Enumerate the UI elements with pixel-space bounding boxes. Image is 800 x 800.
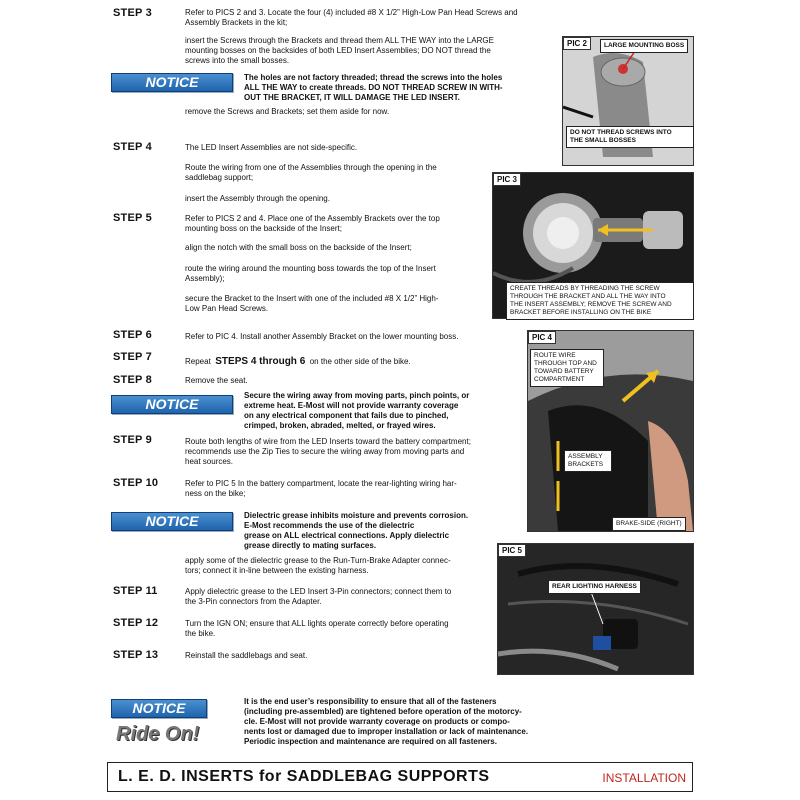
step-10-line-4: tors; connect it in-line between the existing harness.: [185, 566, 369, 575]
step-7-text-c: on the other side of the bike.: [309, 357, 411, 366]
notice-4-line-3: cle. E-Most will not provide warranty coverage on products or compo-: [244, 717, 510, 726]
step-5-line-2: mounting boss on the backside of the Insert;: [185, 224, 342, 233]
notice-4-line-4: nents lost or damaged due to improper installation or lack of maintenance.: [244, 727, 529, 736]
notice-3-line-1: Dielectric grease inhibits moisture and prevents corrosion.: [244, 511, 469, 520]
notice-3-line-4: grease directly to mating surfaces.: [244, 541, 377, 550]
notice-badge-3: NOTICE: [111, 512, 233, 531]
notice-1-line-2: ALL THE WAY to create threads. DO NOT THREAD SCREW IN WITH-: [244, 83, 503, 92]
pic-3-tag: PIC 3: [493, 173, 521, 186]
step-4-text-b: [185, 163, 495, 183]
step-5-line-5: Assembly);: [185, 274, 225, 283]
pic-4-callout-route-line-3: TOWARD BATTERY: [534, 368, 594, 375]
pic-5-callout: REAR LIGHTING HARNESS: [548, 580, 641, 594]
step-4-label: STEP 4: [113, 141, 152, 153]
notice-4-line-5: Periodic inspection and maintenance are required on all fasteners.: [244, 737, 497, 746]
footer-section: INSTALLATION: [602, 771, 686, 785]
step-3-line-6: remove the Screws and Brackets; set them aside for now.: [185, 107, 390, 116]
step-4-line-3: saddlebag support;: [185, 173, 254, 182]
notice-badge-1: NOTICE: [111, 73, 233, 92]
step-5-line-7: Low Pan Head Screws.: [185, 304, 269, 313]
step-3-line-3: insert the Screws through the Brackets and thread them ALL THE WAY into the LARGE: [185, 36, 494, 45]
notice-3-line-3: grease on ALL electrical connections. Apply dielectric: [244, 531, 450, 540]
step-10-text-b: [185, 556, 505, 576]
notice-4-line-2: (including pre-assembled) are tightened before operation of the motorcy-: [244, 707, 522, 716]
notice-2-line-1: Secure the wiring away from moving parts, pinch points, or: [244, 391, 470, 400]
notice-2-text: [244, 391, 524, 431]
pic-3-callout-line-1: CREATE THREADS BY THREADING THE SCREW: [510, 285, 660, 292]
step-7-text: [185, 351, 411, 369]
step-5-label: STEP 5: [113, 212, 152, 224]
notice-2-line-2: extreme heat. E-Most will not provide warranty coverage: [244, 401, 459, 410]
step-4-line-1: The LED Insert Assemblies are not side-specific.: [185, 143, 358, 152]
step-10-label: STEP 10: [113, 477, 159, 489]
pic-5-tag: PIC 5: [498, 544, 526, 557]
pic-4-callout-route: [530, 349, 604, 387]
step-9-line-3: heat sources.: [185, 457, 234, 466]
step-4-line-4: insert the Assembly through the opening.: [185, 194, 330, 203]
pic-4-callout-brackets-line-1: ASSEMBLY: [568, 453, 603, 460]
step-9-line-2: recommends use the Zip Ties to secure the wiring away from moving parts and: [185, 447, 465, 456]
step-4-line-2: Route the wiring from one of the Assemblies through the opening in the: [185, 163, 437, 172]
pic-2-callout-large-boss: LARGE MOUNTING BOSS: [600, 39, 688, 53]
pic-5-illustration: [498, 544, 693, 674]
step-11-line-1: Apply dielectric grease to the LED Insert 3-Pin connectors; connect them to: [185, 587, 452, 596]
step-8-label: STEP 8: [113, 374, 152, 386]
pic-2-tag: PIC 2: [563, 37, 591, 50]
step-12-line-1: Turn the IGN ON; ensure that ALL lights operate correctly before operating: [185, 619, 449, 628]
pic-3-callout-line-3: THE INSERT ASSEMBLY; REMOVE THE SCREW AND: [510, 301, 672, 308]
step-11-line-2: the 3-Pin connectors from the Adapter.: [185, 597, 322, 606]
step-13-label: STEP 13: [113, 649, 159, 661]
pic-3-callout: [506, 282, 694, 320]
pic-4-callout-route-line-1: ROUTE WIRE: [534, 352, 576, 359]
pic-2-callout-small-bosses: [566, 126, 694, 148]
step-12-text: [185, 619, 495, 639]
step-3-text: [185, 8, 560, 28]
pic-4-callout-route-line-2: THROUGH TOP AND: [534, 360, 597, 367]
step-12-label: STEP 12: [113, 617, 159, 629]
step-5-line-1: Refer to PICS 2 and 4. Place one of the Assembly Brackets over the top: [185, 214, 440, 223]
step-5-line-3: align the notch with the small boss on the backside of the Insert;: [185, 243, 412, 252]
step-9-line-1: Route both lengths of wire from the LED Inserts toward the battery compartment;: [185, 437, 471, 446]
notice-badge-4: NOTICE: [111, 699, 207, 718]
pic-5-photo: [497, 543, 694, 675]
pic-4-callout-side: BRAKE-SIDE (RIGHT): [612, 517, 686, 531]
step-7-label: STEP 7: [113, 351, 152, 363]
step-5-line-6: secure the Bracket to the Insert with one of the included #8 X 1/2” High-: [185, 294, 439, 303]
step-11-text: [185, 587, 495, 607]
step-3-text-b: [185, 36, 560, 66]
pic-4-callout-route-line-4: COMPARTMENT: [534, 376, 585, 383]
step-6-line-1: Refer to PIC 4. Install another Assembly Bracket on the lower mounting boss.: [185, 332, 459, 341]
notice-1-line-3: OUT THE BRACKET, IT WILL DAMAGE THE LED INSERT.: [244, 93, 460, 102]
notice-4-text: [244, 697, 584, 747]
step-8-line-1: Remove the seat.: [185, 376, 248, 385]
step-10-text-a: [185, 479, 525, 499]
pic-4-callout-brackets-line-2: BRACKETS: [568, 461, 604, 468]
step-5-text-a: [185, 214, 490, 234]
notice-1-text: [244, 73, 564, 103]
footer-title: L. E. D. INSERTS for SADDLEBAG SUPPORTS: [118, 768, 490, 785]
pic-2-callout-line-1: DO NOT THREAD SCREWS INTO: [570, 129, 672, 136]
step-5-text-c: [185, 294, 490, 314]
ride-on-slogan: Ride On!: [116, 723, 200, 745]
notice-1-line-1: The holes are not factory threaded; thread the screws into the holes: [244, 73, 503, 82]
step-7-text-b: STEPS 4 through 6: [215, 356, 306, 367]
pic-4-tag: PIC 4: [528, 331, 556, 344]
notice-2-line-4: crimped, broken, abraded, melted, or frayed wires.: [244, 421, 436, 430]
step-13-line-1: Reinstall the saddlebags and seat.: [185, 651, 308, 660]
step-5-line-4: route the wiring around the mounting boss towards the top of the Insert: [185, 264, 436, 273]
step-12-line-2: the bike.: [185, 629, 216, 638]
footer-bar: [107, 762, 693, 792]
step-7-text-a: Repeat: [185, 357, 211, 366]
pic-2-callout-line-2: THE SMALL BOSSES: [570, 137, 636, 144]
notice-2-line-3: on any electrical component that fails due to pinched,: [244, 411, 449, 420]
step-9-text: [185, 437, 525, 467]
step-10-line-3: apply some of the dielectric grease to the Run-Turn-Brake Adapter connec-: [185, 556, 451, 565]
pic-3-callout-line-2: THROUGH THE BRACKET AND ALL THE WAY INTO: [510, 293, 666, 300]
step-9-label: STEP 9: [113, 434, 152, 446]
step-5-text-b: [185, 264, 490, 284]
pic-4-callout-brackets: [564, 450, 612, 472]
step-10-line-1: Refer to PIC 5 In the battery compartment, locate the rear-lighting wiring har-: [185, 479, 457, 488]
pic-3-callout-line-4: BRACKET BEFORE INSTALLING ON THE BIKE: [510, 309, 652, 316]
step-3-line-1: Refer to PICS 2 and 3. Locate the four (4) included #8 X 1/2” High-Low Pan Head Screws and: [185, 8, 518, 17]
notice-badge-2: NOTICE: [111, 395, 233, 414]
step-6-label: STEP 6: [113, 329, 152, 341]
notice-3-text: [244, 511, 524, 551]
step-3-line-4: mounting bosses on the backsides of both LED Insert Assemblies; DO NOT thread the: [185, 46, 491, 55]
step-3-line-5: screws into the small bosses.: [185, 56, 290, 65]
step-3-line-2: Assembly Brackets in the kit;: [185, 18, 288, 27]
step-11-label: STEP 11: [113, 585, 158, 597]
notice-3-line-2: E-Most recommends the use of the dielectric: [244, 521, 415, 530]
notice-4-line-1: It is the end user’s responsibility to ensure that all of the fasteners: [244, 697, 497, 706]
step-10-line-2: ness on the bike;: [185, 489, 246, 498]
step-3-label: STEP 3: [113, 7, 152, 19]
